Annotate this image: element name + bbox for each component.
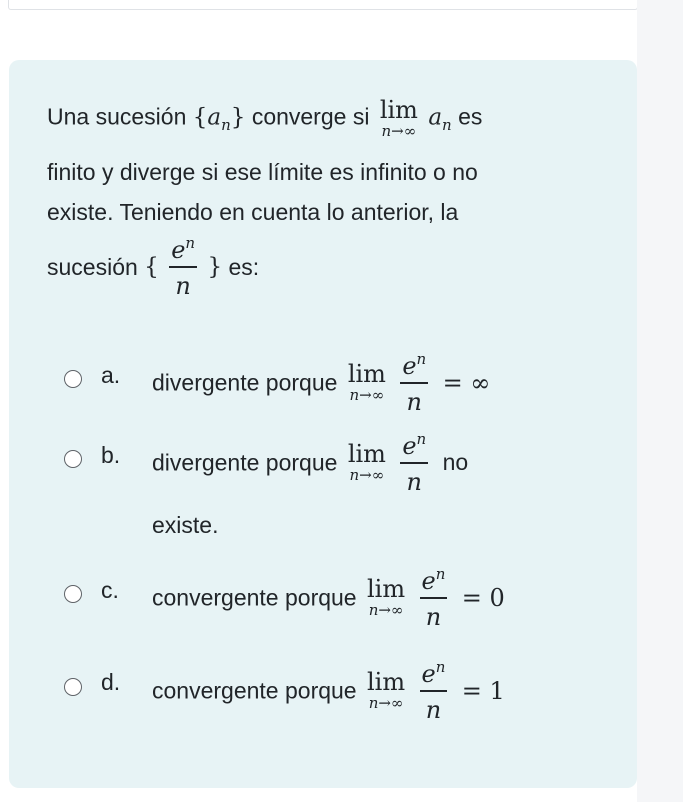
option-letter-d: d. <box>101 669 121 695</box>
option-label-a: divergente porque <box>152 369 338 396</box>
frac-open-brace: { <box>144 253 159 280</box>
option-label-d: convergente porque <box>152 677 357 704</box>
fraction-denominator: n <box>175 271 191 300</box>
option-text-b <box>152 432 468 494</box>
seq-open-brace: { <box>192 104 208 131</box>
question-line-2: finito y diverge si ese límite es infinito o no <box>47 159 478 185</box>
radio-button-c[interactable] <box>64 585 82 603</box>
option-relation-c: = 0 <box>461 583 505 612</box>
question-line-3: existe. Teniendo en cuenta lo anterior, la <box>47 199 459 225</box>
seq-sub: n <box>221 116 231 135</box>
radio-button-b[interactable] <box>64 450 82 468</box>
option-relation-d: = 1 <box>461 676 505 705</box>
option-letter-c: c. <box>101 577 119 603</box>
option-limit-b: lim n→∞ <box>347 440 386 485</box>
limit-term: a <box>428 104 443 131</box>
question-line4-prefix: sucesión <box>47 253 138 280</box>
limit-expression <box>380 98 418 139</box>
question-line-4 <box>47 236 607 298</box>
option-d[interactable] <box>0 656 637 756</box>
fraction-bar <box>169 266 197 268</box>
option-fraction-a: $\frac{e^n}{n}$ <box>402 350 427 416</box>
previous-card-edge <box>8 0 638 10</box>
option-label-c: convergente porque <box>152 584 357 611</box>
seq-var: a <box>207 104 222 131</box>
page-margin <box>637 0 683 802</box>
option-limit-c: lim n→∞ <box>367 575 406 620</box>
option-limit-a: lim n→∞ <box>347 360 386 405</box>
question-text-prefix: Una sucesión <box>47 103 187 130</box>
option-relation-a: = ∞ <box>442 368 491 397</box>
question-line-1 <box>47 98 607 140</box>
option-letter-b: b. <box>101 442 121 468</box>
option-label-b: divergente porque <box>152 449 338 476</box>
radio-button-d[interactable] <box>64 678 82 696</box>
option-b[interactable] <box>0 428 637 538</box>
question-line4-suffix: es: <box>228 253 260 280</box>
option-text-d <box>152 660 505 722</box>
option-fraction-b: $\frac{e^n}{n}$ <box>402 430 427 496</box>
option-continuation-b: existe. <box>152 512 219 538</box>
option-text-c <box>152 567 505 629</box>
option-fraction-c: $\frac{e^n}{n}$ <box>421 565 446 631</box>
fraction-numerator: $e^n$ <box>171 234 196 264</box>
option-tail-b: no <box>442 449 469 476</box>
option-text-a <box>152 352 490 414</box>
frac-close-brace: } <box>207 253 223 280</box>
option-c[interactable] <box>0 562 637 662</box>
question-fraction <box>169 236 197 298</box>
question-text-mid: converge si <box>251 103 370 130</box>
option-fraction-d: $\frac{e^n}{n}$ <box>421 658 446 724</box>
option-limit-d: lim n→∞ <box>367 668 406 713</box>
lim-word: lim <box>379 96 418 124</box>
limit-term-sub: n <box>442 116 452 135</box>
lim-sub: n→∞ <box>381 122 417 140</box>
radio-button-a[interactable] <box>64 370 82 388</box>
option-letter-a: a. <box>101 362 121 388</box>
seq-close-brace: } <box>230 104 246 131</box>
question-text-suffix: es <box>458 103 483 130</box>
